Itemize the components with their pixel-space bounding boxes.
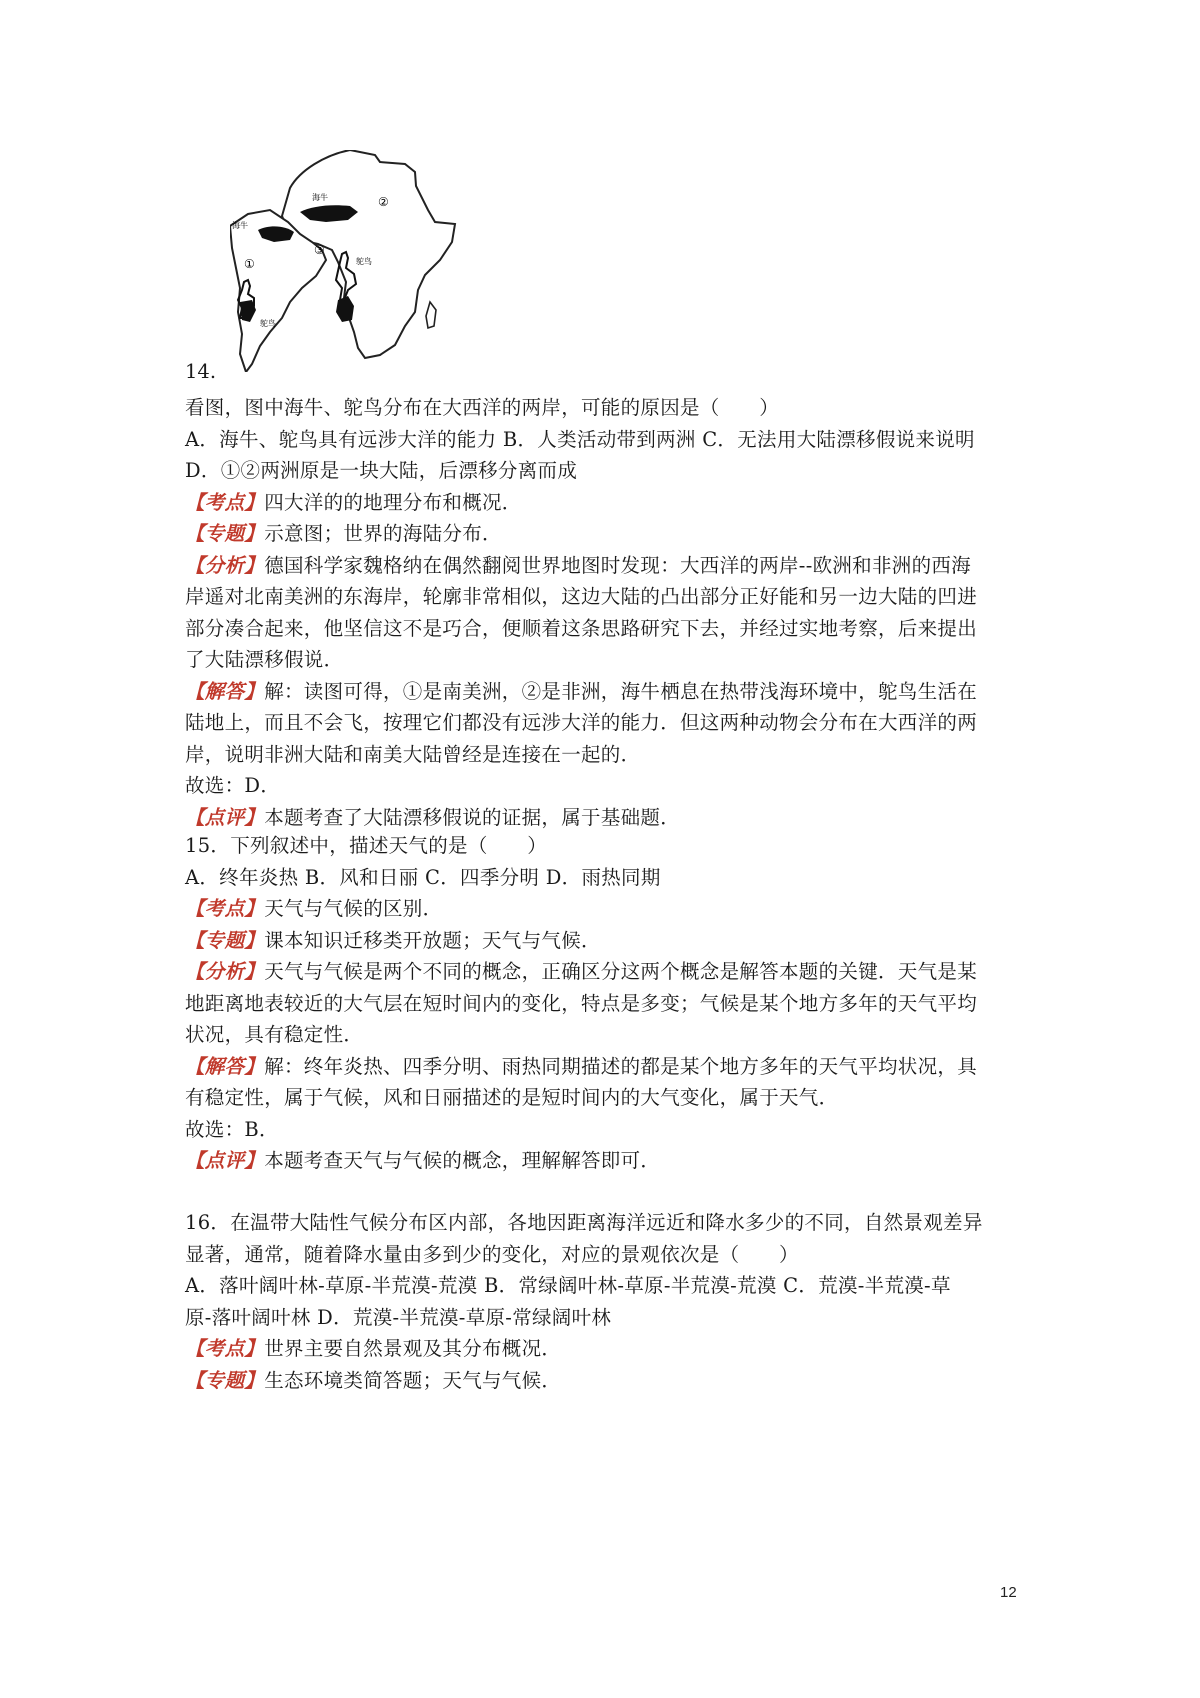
fenxi-tag: 【分析】 xyxy=(185,960,265,983)
label-manatee-south-america: 海牛 xyxy=(232,221,248,230)
zhuanti-tag: 【专题】 xyxy=(185,522,265,545)
q15-options: A．终年炎热 B．风和日丽 C．四季分明 D．雨热同期 xyxy=(185,865,661,889)
q15-jieda-l2: 有稳定性，属于气候，风和日丽描述的是短时间内的大气变化，属于天气． xyxy=(185,1086,839,1109)
q14-stem: 看图，图中海牛、鸵鸟分布在大西洋的两岸，可能的原因是（ ） xyxy=(185,396,780,419)
kaodian-text: 世界主要自然景观及其分布概况． xyxy=(264,1337,562,1360)
q14-zhuanti xyxy=(185,518,1025,550)
zhuanti-text: 示意图；世界的海陆分布． xyxy=(264,522,502,545)
kaodian-tag: 【考点】 xyxy=(185,897,265,920)
q15-stem: 15．下列叙述中，描述天气的是（ ） xyxy=(185,834,548,857)
q14-dianping xyxy=(185,802,1025,834)
zhuanti-tag: 【专题】 xyxy=(185,928,265,952)
q15-fenxi-l3: 状况，具有稳定性． xyxy=(185,1023,364,1046)
q15-jieda xyxy=(185,1051,1025,1083)
q14-options-line1: A．海牛、鸵鸟具有远涉大洋的能力 B．人类活动带到两洲 C．无法用大陆漂移假说来说明 xyxy=(185,427,975,451)
q16-options-l2: 原-落叶阔叶林 D．荒漠-半荒漠-草原-常绿阔叶林 xyxy=(185,1305,612,1329)
q16-kaodian xyxy=(185,1333,1025,1365)
question-15 xyxy=(185,830,1025,1177)
q16-zhuanti xyxy=(185,1365,1025,1397)
label-manatee-africa: 海牛 xyxy=(312,193,328,202)
q15-fenxi xyxy=(185,956,1025,988)
madagascar-outline xyxy=(426,302,436,328)
q14-options-line2: D．①②两洲原是一块大陆，后漂移分离而成 xyxy=(185,459,578,482)
kaodian-tag: 【考点】 xyxy=(185,490,265,514)
dianping-tag: 【点评】 xyxy=(185,805,265,829)
q14-jieda-l3: 岸，说明非洲大陆和南美大陆曾经是连接在一起的． xyxy=(185,742,641,766)
continent-distribution-map xyxy=(230,150,490,372)
q16-stem-l1: 16．在温带大陆性气候分布区内部，各地因距离海洋远近和降水多少的不同，自然景观差异 xyxy=(185,1211,983,1234)
kaodian-tag: 【考点】 xyxy=(185,1337,265,1360)
question-16 xyxy=(185,1207,1025,1396)
label-ostrich-africa: 鸵鸟 xyxy=(356,257,372,266)
fenxi-text: 天气与气候是两个不同的概念，正确区分这两个概念是解答本题的关键．天气是某 xyxy=(264,960,978,983)
zhuanti-text: 课本知识迁移类开放题；天气与气候． xyxy=(264,928,601,952)
jieda-text: 解：读图可得，①是南美洲，②是非洲，海牛栖息在热带浅海环境中，鸵鸟生活在 xyxy=(264,679,978,703)
q14-fenxi-l3: 部分凑合起来，他坚信这不是巧合，便顺着这条思路研究下去，并经过实地考察，后来提出 xyxy=(185,616,978,640)
label-circle-3: ③ xyxy=(314,243,325,257)
q14-answer: 故选：D． xyxy=(185,774,281,797)
zhuanti-tag: 【专题】 xyxy=(185,1368,265,1392)
label-circle-2: ② xyxy=(378,195,389,209)
q15-zhuanti xyxy=(185,925,1025,957)
jieda-tag: 【解答】 xyxy=(185,1054,265,1078)
q14-jieda xyxy=(185,676,1025,708)
q16-options-l1: A．落叶阔叶林-草原-半荒漠-荒漠 B．常绿阔叶林-草原-半荒漠-荒漠 C．荒漠-半荒漠-草 xyxy=(185,1274,951,1297)
label-ostrich-south-america: 鸵鸟 xyxy=(260,319,276,328)
jieda-text: 解：终年炎热、四季分明、雨热同期描述的都是某个地方多年的天气平均状况，具 xyxy=(264,1054,978,1078)
q14-fenxi-l2: 岸遥对北南美洲的东海岸，轮廓非常相似，这边大陆的凸出部分正好能和另一边大陆的凹进 xyxy=(185,585,978,608)
q15-answer: 故选：B． xyxy=(185,1117,279,1141)
zhuanti-text: 生态环境类简答题；天气与气候． xyxy=(264,1368,562,1392)
question-14 xyxy=(185,392,1025,833)
label-circle-1: ① xyxy=(244,257,255,271)
dianping-tag: 【点评】 xyxy=(185,1149,265,1172)
kaodian-text: 四大洋的的地理分布和概况． xyxy=(264,490,522,514)
question-14-number: 14. xyxy=(185,360,217,383)
map-svg xyxy=(230,150,490,372)
q15-dianping xyxy=(185,1145,1025,1177)
dianping-text: 本题考查了大陆漂移假说的证据，属于基础题． xyxy=(264,805,681,829)
jieda-tag: 【解答】 xyxy=(185,679,265,703)
dianping-text: 本题考查天气与气候的概念，理解解答即可． xyxy=(264,1149,661,1172)
fenxi-tag: 【分析】 xyxy=(185,553,265,577)
q14-kaodian xyxy=(185,487,1025,519)
kaodian-text: 天气与气候的区别． xyxy=(264,897,443,920)
q14-fenxi xyxy=(185,550,1025,582)
q16-stem-l2: 显著，通常，随着降水量由多到少的变化，对应的景观依次是（ ） xyxy=(185,1242,799,1266)
page-number: 12 xyxy=(1000,1584,1017,1601)
q14-fenxi-l4: 了大陆漂移假说． xyxy=(185,648,344,671)
q14-jieda-l2: 陆地上，而且不会飞，按理它们都没有远涉大洋的能力．但这两种动物会分布在大西洋的两 xyxy=(185,711,978,734)
fenxi-text: 德国科学家魏格纳在偶然翻阅世界地图时发现：大西洋的两岸--欧洲和非洲的西海 xyxy=(264,553,971,577)
q15-kaodian xyxy=(185,893,1025,925)
q15-fenxi-l2: 地距离地表较近的大气层在短时间内的变化，特点是多变；气候是某个地方多年的天气平均 xyxy=(185,991,978,1015)
